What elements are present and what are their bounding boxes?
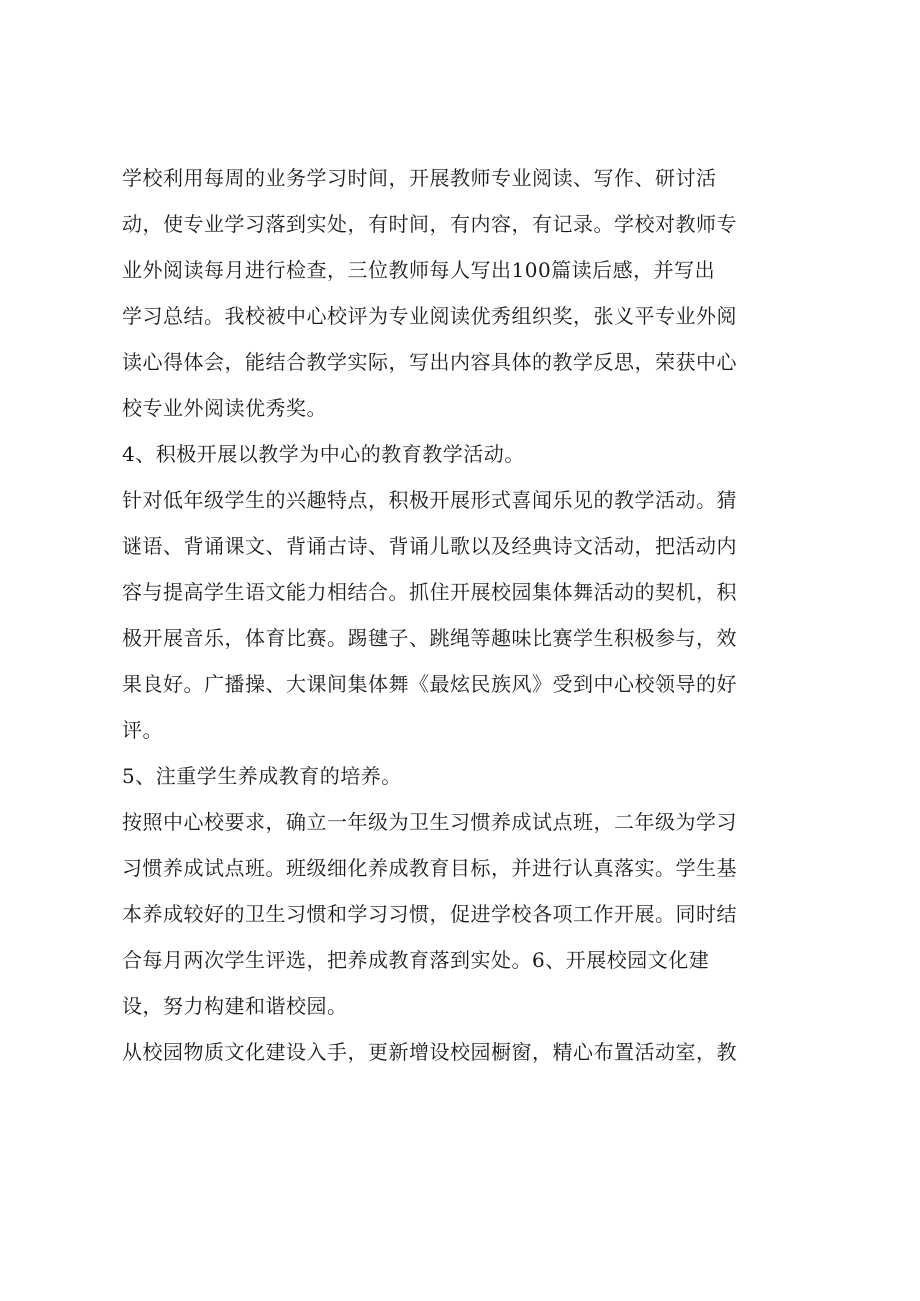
document-body xyxy=(122,155,822,1075)
text-line: 习惯养成试点班。班级细化养成教育目标，并进行认真落实。学生基 xyxy=(122,856,737,880)
text-line: 业外阅读每月进行检查，三位教师每人写出100篇读后感，并写出 xyxy=(122,258,716,282)
text-line: 按照中心校要求，确立一年级为卫生习惯养成试点班，二年级为学习 xyxy=(122,810,737,834)
text-line: 设，努力构建和谐校园。 xyxy=(122,994,348,1018)
text-line: 果良好。广播操、大课间集体舞《最炫民族风》受到中心校领导的好 xyxy=(122,672,737,696)
section-heading: 5、注重学生养成教育的培养。 xyxy=(122,764,402,788)
text-line: 合每月两次学生评选，把养成教育落到实处。6、开展校园文化建 xyxy=(122,948,710,972)
text-line: 校专业外阅读优秀奖。 xyxy=(122,396,327,420)
text-line: 学习总结。我校被中心校评为专业阅读优秀组织奖，张义平专业外阅 xyxy=(122,304,737,328)
text-line: 容与提高学生语文能力相结合。抓住开展校园集体舞活动的契机，积 xyxy=(122,580,737,604)
text-line: 从校园物质文化建设入手，更新增设校园橱窗，精心布置活动室，教 xyxy=(122,1040,737,1064)
text-line: 极开展音乐，体育比赛。踢毽子、跳绳等趣味比赛学生积极参与，效 xyxy=(122,626,737,650)
text-line: 针对低年级学生的兴趣特点，积极开展形式喜闻乐见的教学活动。猜 xyxy=(122,488,737,512)
text-line: 动，使专业学习落到实处，有时间，有内容，有记录。学校对教师专 xyxy=(122,212,737,236)
text-line: 谜语、背诵课文、背诵古诗、背诵儿歌以及经典诗文活动，把活动内 xyxy=(122,534,737,558)
text-line: 本养成较好的卫生习惯和学习习惯，促进学校各项工作开展。同时结 xyxy=(122,902,737,926)
section-heading: 4、积极开展以教学为中心的教育教学活动。 xyxy=(122,442,525,466)
text-line: 读心得体会，能结合教学实际，写出内容具体的教学反思，荣获中心 xyxy=(122,350,737,374)
text-line: 评。 xyxy=(122,718,163,742)
text-line: 学校利用每周的业务学习时间，开展教师专业阅读、写作、研讨活 xyxy=(122,166,717,190)
